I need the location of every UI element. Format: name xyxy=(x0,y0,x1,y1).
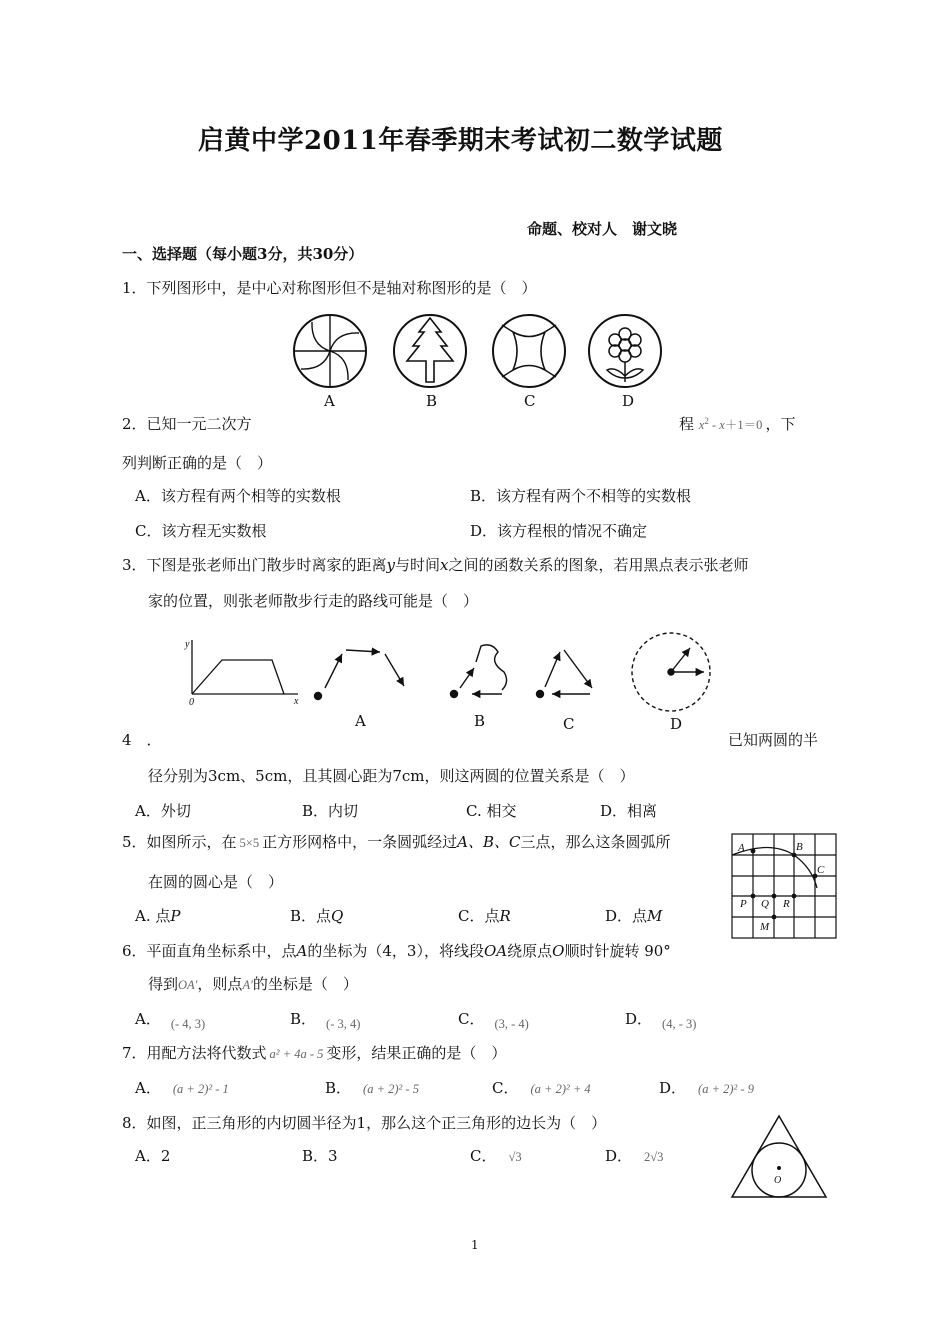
q3-stem-line2: 家的位置，则张老师散步行走的路线可能是（ ） xyxy=(148,592,479,610)
q6-option-d: D． $_{(4, - 3)}$ xyxy=(625,1010,697,1031)
q1-figure-d xyxy=(589,315,661,387)
q4-stem-line2: 径分别为3cm、5cm，且其圆心距为7cm，则这两圆的位置关系是（ ） xyxy=(148,767,635,785)
q2-option-c: C．该方程无实数根 xyxy=(135,522,267,540)
q4-option-b: B．内切 xyxy=(302,802,359,820)
q3-label-d: D xyxy=(670,715,683,733)
q1-label-b: B xyxy=(426,392,438,410)
q2-stem-mid: 程 $x^2 - x+1=0$ ，下 xyxy=(679,415,796,433)
q4-option-c: C. 相交 xyxy=(466,802,517,820)
q5-option-a: A. 点P xyxy=(135,907,181,925)
q4-stem-right: 已知两圆的半 xyxy=(728,731,819,749)
q7-option-a: A． (a + 2)² - 1 xyxy=(135,1079,229,1097)
q3-label-a: A xyxy=(355,712,366,730)
q7-option-d: D． (a + 2)² - 9 xyxy=(659,1079,754,1097)
q3-stem-line1: 3．下图是张老师出门散步时离家的距离y与时间x之间的函数关系的图象，若用黑点表示张老师 xyxy=(122,556,749,574)
q3-function-graph xyxy=(184,639,299,708)
q5-grid-size: 5×5 xyxy=(239,836,260,850)
q3-label-c: C xyxy=(563,715,575,733)
q1-figures xyxy=(285,308,670,410)
author-line: 命题、校对人 谢文晓 xyxy=(527,220,678,238)
page-number: 1 xyxy=(471,1238,479,1252)
q2-equation: $x^2 - x+1=0$ xyxy=(698,415,763,432)
q7-stem: 7．用配方法将代数式 a² + 4a - 5 变形，结果正确的是（ ） xyxy=(122,1044,507,1062)
q8-option-a: A．2 xyxy=(135,1147,171,1165)
q8-option-d: D． 2√3 xyxy=(605,1147,664,1165)
q3-axis-x: x xyxy=(294,696,299,707)
q1-figure-b xyxy=(394,315,466,387)
q2-option-a: A．该方程有两个相等的实数根 xyxy=(135,487,341,505)
q4-option-d: D．相离 xyxy=(600,802,658,820)
q1-label-d: D xyxy=(622,392,635,410)
q3-route-a xyxy=(315,650,405,700)
q6-option-c: C． $_{(3, - 4)}$ xyxy=(458,1010,529,1031)
q8-triangle-figure xyxy=(728,1112,830,1202)
q2-stem-end: 列判断正确的是（ ） xyxy=(122,454,273,472)
q7-option-c: C． (a + 2)² + 4 xyxy=(492,1079,591,1097)
q8-stem: 8．如图，正三角形的内切圆半径为1，那么这个正三角形的边长为（ ） xyxy=(122,1114,607,1132)
q8-option-c: C． √3 xyxy=(470,1147,522,1165)
q5-stem-line2: 在圆的圆心是（ ） xyxy=(148,873,284,891)
q5-label-r: R xyxy=(783,898,790,910)
q6-stem-line1: 6．平面直角坐标系中，点A的坐标为（4，3），将线段OA绕原点O顺时针旋转 90° xyxy=(122,942,671,960)
q5-label-q: Q xyxy=(761,898,769,910)
q1-stem: 1．下列图形中，是中心对称图形但不是轴对称图形的是（ ） xyxy=(122,279,537,297)
q5-option-b: B．点Q xyxy=(290,907,344,925)
q6-stem-line2: 得到OA′，则点A′的坐标是（ ） xyxy=(148,975,358,993)
q2-option-d: D．该方程根的情况不确定 xyxy=(470,522,648,540)
q3-axis-origin: 0 xyxy=(189,697,194,708)
q1-figure-a xyxy=(294,315,366,387)
section-heading: 一、选择题（每小题3分，共30分） xyxy=(122,245,364,263)
q5-option-c: C．点R xyxy=(458,907,511,925)
q3-axis-y: y xyxy=(185,639,190,650)
q1-label-c: C xyxy=(524,392,536,410)
q4-option-a: A．外切 xyxy=(135,802,191,820)
q5-grid-figure xyxy=(730,832,838,942)
q3-route-c xyxy=(537,650,593,698)
q4-number: 4 ． xyxy=(122,731,162,749)
q8-option-b: B．3 xyxy=(302,1147,338,1165)
q6-option-b: B． $_{(- 3, 4)}$ xyxy=(290,1010,361,1031)
q6-point: A′ xyxy=(242,978,253,992)
q3-route-d xyxy=(632,633,710,711)
q5-label-c: C xyxy=(817,864,825,876)
q3-route-b xyxy=(451,645,507,698)
q6-option-a: A． $_{(- 4, 3)}$ xyxy=(135,1010,206,1031)
page-title: 启黄中学2011年春季期末考试初二数学试题 xyxy=(198,126,723,156)
q5-stem-line1: 5．如图所示，在 5×5 正方形网格中，一条圆弧经过A、B、C三点，那么这条圆弧所 xyxy=(122,833,671,851)
q2-option-b: B．该方程有两个不相等的实数根 xyxy=(470,487,692,505)
q6-segment: OA′ xyxy=(178,978,198,992)
q1-label-a: A xyxy=(324,392,335,410)
q5-label-p: P xyxy=(740,898,747,910)
q5-option-d: D．点M xyxy=(605,907,663,925)
q2-stem-start: 2．已知一元二次方 xyxy=(122,415,252,433)
q5-label-b: B xyxy=(796,841,803,853)
q8-center-label: O xyxy=(774,1175,782,1186)
q1-figure-c xyxy=(493,315,565,387)
q7-option-b: B． (a + 2)² - 5 xyxy=(325,1079,419,1097)
q5-label-m: M xyxy=(760,921,770,933)
q3-label-b: B xyxy=(474,712,486,730)
q7-expression: a² + 4a - 5 xyxy=(269,1047,324,1061)
q5-label-a: A xyxy=(738,842,745,854)
q3-figures xyxy=(180,632,720,712)
